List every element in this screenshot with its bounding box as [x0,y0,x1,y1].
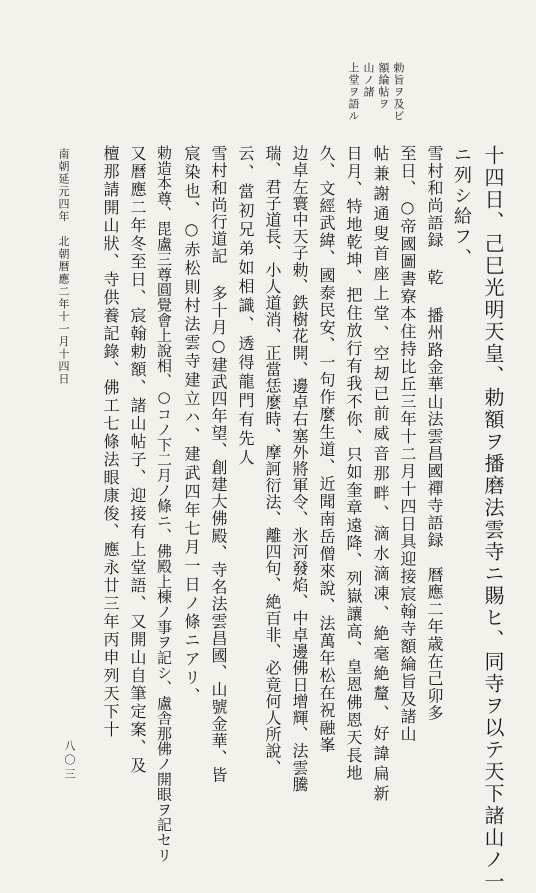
text-line-4: 至日、○帝國圖書寮本住持比丘三年十二月十四日具迎接宸翰寺額綸旨及諸山 [398,145,417,743]
text-line-8: 边卓左寰中天子勅、鉄樹花開、邊卓右塞外將軍令、氷河發焰、中卓邊佛日增輝、法雲騰 [290,145,309,793]
text-line-12: 宸染也、○赤松則村法雲寺建立ハ、建武四年七月一日ノ條ニアリ、 [182,145,201,706]
text-line-9: 瑞、君子道長、小人道消、正當恁麼時、摩訶衍法、離四句、絶百非、必竟何人所說、 [263,145,282,776]
text-line-11: 雪村和尚行道記 多十月○建武四年望、創建大佛殿、寺名法雲昌國、山號金華、皆 [209,145,228,784]
text-line-1: 十四日、己巳光明天皇、勅額ヲ播磨法雲寺ニ賜ヒ、同寺ヲ以テ天下諸山ノ一 [481,145,505,893]
margin-date: 南朝延元四年 北朝暦應二年十一月十四日 [57,148,70,386]
text-line-6: 日月、特地乾坤、把住放行有我不你、只如奎章遠降、列嶽讓高、皇恩佛恩天長地 [344,145,363,783]
text-line-10: 云、當初兄弟如相識、透得龍門有先人 [236,145,255,468]
text-line-14: 又曆應二年冬至日、宸翰勅額、諸山帖子、迎接有上堂語、又開山自筆定案、及 [128,145,147,775]
margin-heading-3: 山ノ諸 [362,62,375,98]
text-line-5: 帖兼謝通叟首座上堂、空刼已前威音那畔、滴水滴凍、絶毫絶釐、好諱扁新 [371,145,390,805]
text-line-2: ニ列シ給フ、 [451,145,472,269]
margin-heading-4: 上堂ヲ語ル [347,62,360,122]
text-line-7: 久、文經武緯、國泰民安、一句作麼生道、近聞南岳僧來說、法萬年松在祝融峯 [317,145,336,754]
text-line-3: 雪村和尚語録 乾 播州路金華山法雲昌國禪寺語録 暦應二年歳在己卯多 [425,145,444,722]
text-line-15: 檀那請開山狀、寺供養記錄、佛工七條法眼康俊、應永廿三年丙申列天下十 [101,145,120,739]
text-line-13: 勅造本尊、毘盧三尊圓覺會上說相、○コノ下二月ノ條ニ、佛殿上棟ノ事ヲ記シ、盧舎那佛ノ開眼ヲ記セリ [155,145,173,863]
page-number: 八〇三 [63,740,76,782]
margin-heading-2: 額綸帖ヲ [377,62,390,110]
margin-heading-1: 勅旨ヲ及ビ [392,62,405,122]
